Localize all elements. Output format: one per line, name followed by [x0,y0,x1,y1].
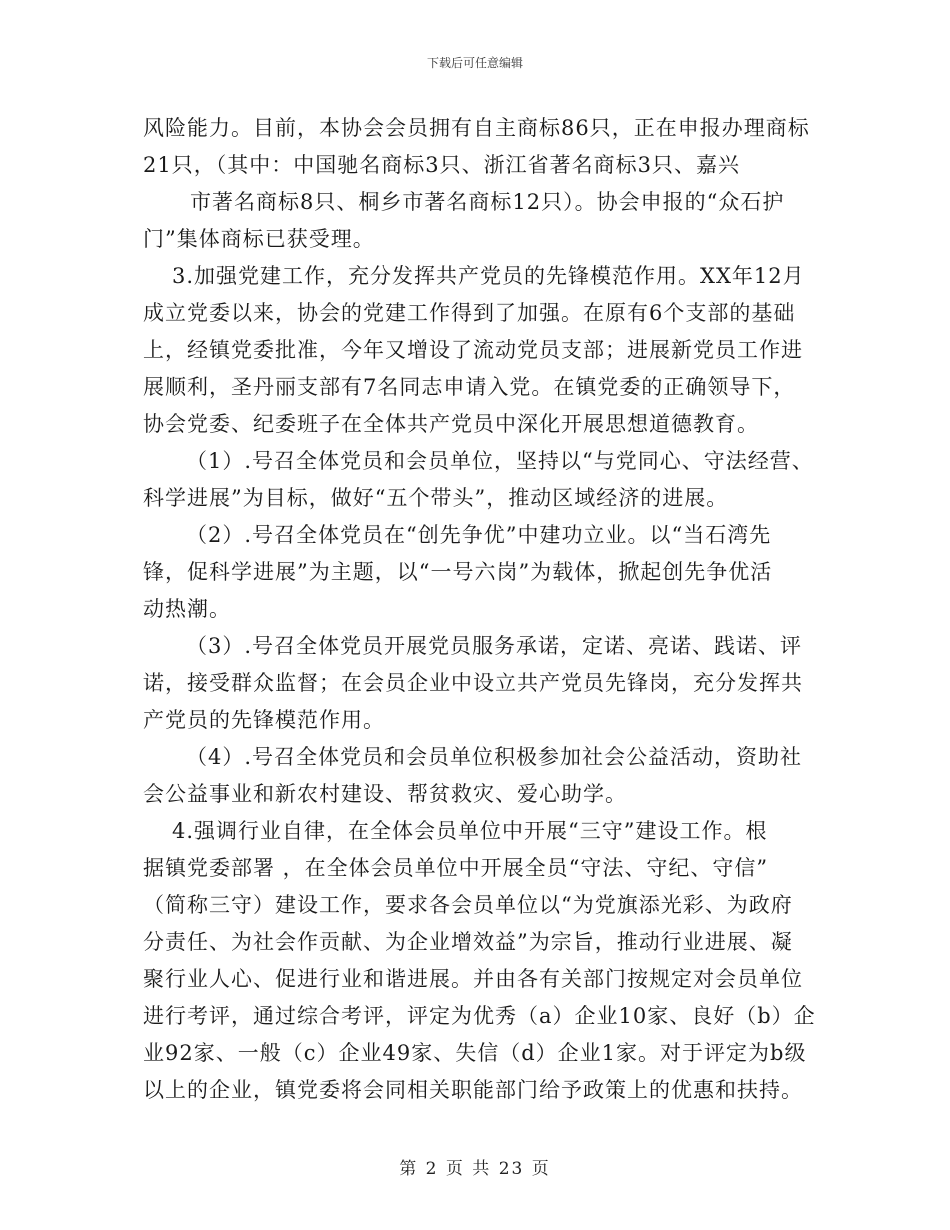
body-line: 市著名商标8只、桐乡市著名商标12只）。协会申报的“众石护 [190,190,785,214]
body-line: 据镇党委部署 ，在全体会员单位中开展全员“守法、守纪、守信” [143,856,769,880]
body-line: 以上的企业，镇党委将会同相关职能部门给予政策上的优惠和扶持。 [143,1078,803,1102]
body-line: 21只，（其中：中国驰名商标3只、浙江省著名商标3只、嘉兴 [143,153,740,177]
body-line: 3.加强党建工作，充分发挥共产党员的先锋模范作用。XX年12月 [172,264,805,288]
body-line: 产党员的先锋模范作用。 [143,708,385,732]
body-line: 进行考评，通过综合考评，评定为优秀（a）企业10家、良好（b）企 [143,1004,816,1028]
body-line: 展顺利，圣丹丽支部有7名同志申请入党。在镇党委的正确领导下， [143,375,796,399]
body-line: 诺，接受群众监督；在会员企业中设立共产党员先锋岗，充分发挥共 [143,671,803,695]
page-header: 下载后可任意编辑 [426,56,523,70]
body-line: 会公益事业和新农村建设、帮贫救灾、爱心助学。 [143,782,627,806]
body-line: 科学进展”为目标，做好“五个带头”，推动区域经济的进展。 [143,486,729,510]
body-line: （2）.号召全体党员在“创先争优”中建功立业。以“当石湾先 [186,523,772,547]
body-line: 上，经镇党委批准，今年又增设了流动党员支部；进展新党员工作进 [143,338,803,362]
body-line: 4.强调行业自律，在全体会员单位中开展“三守”建设工作。根 [172,819,768,843]
body-line: 分责任、为社会作贡献、为企业增效益”为宗旨，推动行业进展、凝 [143,930,793,954]
body-line: 协会党委、纪委班子在全体共产党员中深化开展思想道德教育。 [143,412,759,436]
body-line: （简称三守）建设工作，要求各会员单位以“为党旗添光彩、为政府 [143,893,793,917]
body-line: （4）.号召全体党员和会员单位积极参加社会公益活动，资助社 [186,745,803,769]
body-line: （1）.号召全体党员和会员单位，坚持以“与党同心、守法经营、 [186,449,814,473]
body-line: 成立党委以来，协会的党建工作得到了加强。在原有6个支部的基础 [143,301,796,325]
body-line: 聚行业人心、促进行业和谐进展。并由各有关部门按规定对会员单位 [143,967,803,991]
body-line: 业92家、一般（c）企业49家、失信（d）企业1家。对于评定为b级 [143,1041,807,1065]
body-line: （3）.号召全体党员开展党员服务承诺，定诺、亮诺、践诺、评 [186,634,803,658]
body-line: 门”集体商标已获受理。 [143,227,375,251]
body-line: 锋，促科学进展”为主题，以“一号六岗”为载体，掀起创先争优活 [143,560,773,584]
body-line: 动热潮。 [143,597,231,621]
page-footer: 第 2 页 共 23 页 [399,1159,551,1179]
body-line: 风险能力。目前，本协会会员拥有自主商标86只，正在申报办理商标 [143,116,810,140]
